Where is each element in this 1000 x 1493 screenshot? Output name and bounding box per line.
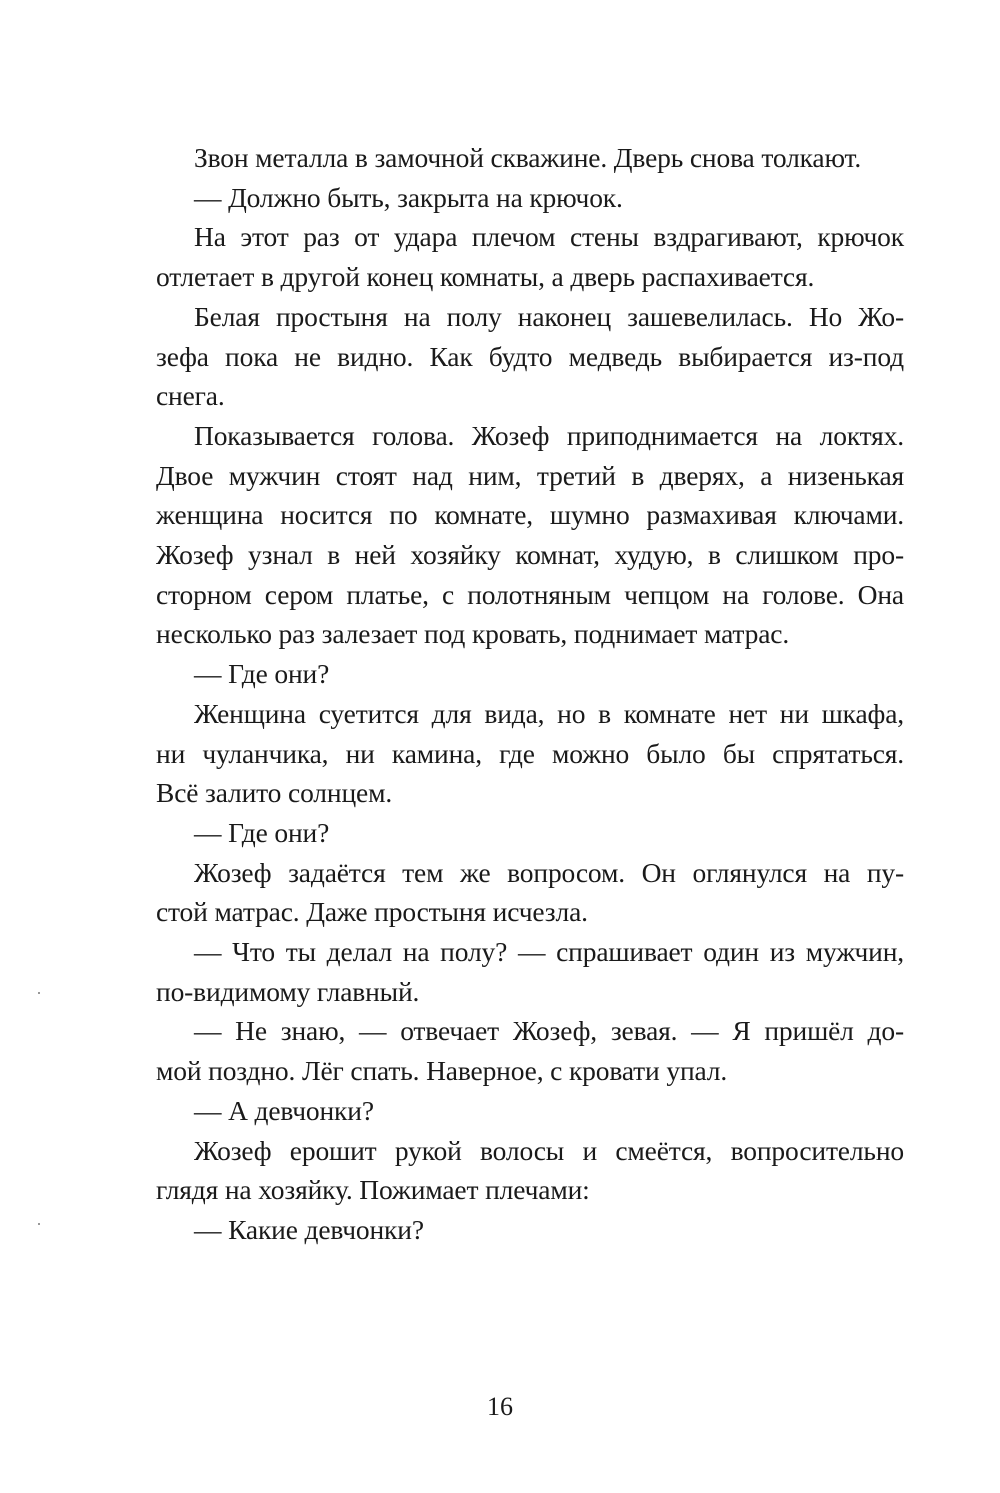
text-line: — А девчонки? (194, 1094, 374, 1126)
text-line: женщина носится по комнате, шумно размахивая ключами. (156, 499, 904, 531)
text-line: снега. (156, 380, 225, 412)
text-line: отлетает в другой конец комнаты, а дверь распахивается. (156, 261, 815, 293)
paragraph (156, 1011, 904, 1090)
text-line: зефа пока не видно. Как будто медведь выбирается из-под (156, 340, 904, 372)
text-line: стой матрас. Даже простыня исчезла. (156, 896, 588, 928)
text-line: — Где они? (194, 658, 330, 690)
paragraph (156, 217, 904, 296)
text-line: — Где они? (194, 816, 330, 848)
paragraph (156, 932, 904, 1011)
paragraph (156, 178, 904, 218)
text-line: Двое мужчин стоят над ним, третий в дверях, а низенькая (156, 459, 904, 491)
text-line: Жозеф узнал в ней хозяйку комнат, худую, в слишком про- (156, 539, 904, 571)
text-line: Звон металла в замочной скважине. Дверь снова толкают. (194, 142, 862, 173)
text-line: На этот раз от удара плечом стены вздрагивают, крючок (194, 221, 904, 253)
paragraph (156, 813, 904, 853)
paragraph (156, 138, 904, 178)
text-line: ни чуланчика, ни камина, где можно было бы спрятаться. (156, 737, 904, 769)
text-line: глядя на хозяйку. Пожимает плечами: (156, 1174, 590, 1206)
paragraph (156, 853, 904, 932)
paragraph (156, 416, 904, 654)
text-line: мой поздно. Лёг спать. Наверное, с кровати упал. (156, 1055, 728, 1087)
text-line: Показывается голова. Жозеф приподнимается на локтях. (194, 419, 904, 451)
paragraph (156, 694, 904, 813)
body-text (156, 138, 904, 1250)
text-line: Жозеф задаётся тем же вопросом. Он оглянулся на пу- (194, 856, 904, 888)
text-line: — Что ты делал на полу? — спрашивает один из мужчин, (194, 936, 904, 968)
paragraph (156, 297, 904, 416)
text-line: Женщина суетится для вида, но в комнате нет ни шкафа, (194, 697, 904, 729)
text-line: — Какие девчонки? (194, 1213, 424, 1245)
text-line: Белая простыня на полу наконец зашевелилась. Но Жо- (194, 300, 904, 332)
paragraph (156, 1131, 904, 1210)
scan-speck (38, 1223, 40, 1225)
text-line: — Не знаю, — отвечает Жозеф, зевая. — Я пришёл до- (194, 1015, 904, 1047)
page-number: 16 (487, 1392, 513, 1421)
paragraph (156, 654, 904, 694)
paragraph (156, 1210, 904, 1250)
text-line: — Должно быть, закрыта на крючок. (194, 181, 623, 213)
text-line: Жозеф ерошит рукой волосы и смеётся, вопросительно (194, 1134, 904, 1166)
scan-speck (38, 992, 40, 994)
paragraph (156, 1091, 904, 1131)
text-line: сторном сером платье, с полотняным чепцом на голове. Она (156, 578, 904, 610)
text-line: несколько раз залезает под кровать, поднимает матрас. (156, 618, 790, 650)
text-line: Всё залито солнцем. (156, 777, 393, 809)
text-line: по-видимому главный. (156, 975, 420, 1007)
